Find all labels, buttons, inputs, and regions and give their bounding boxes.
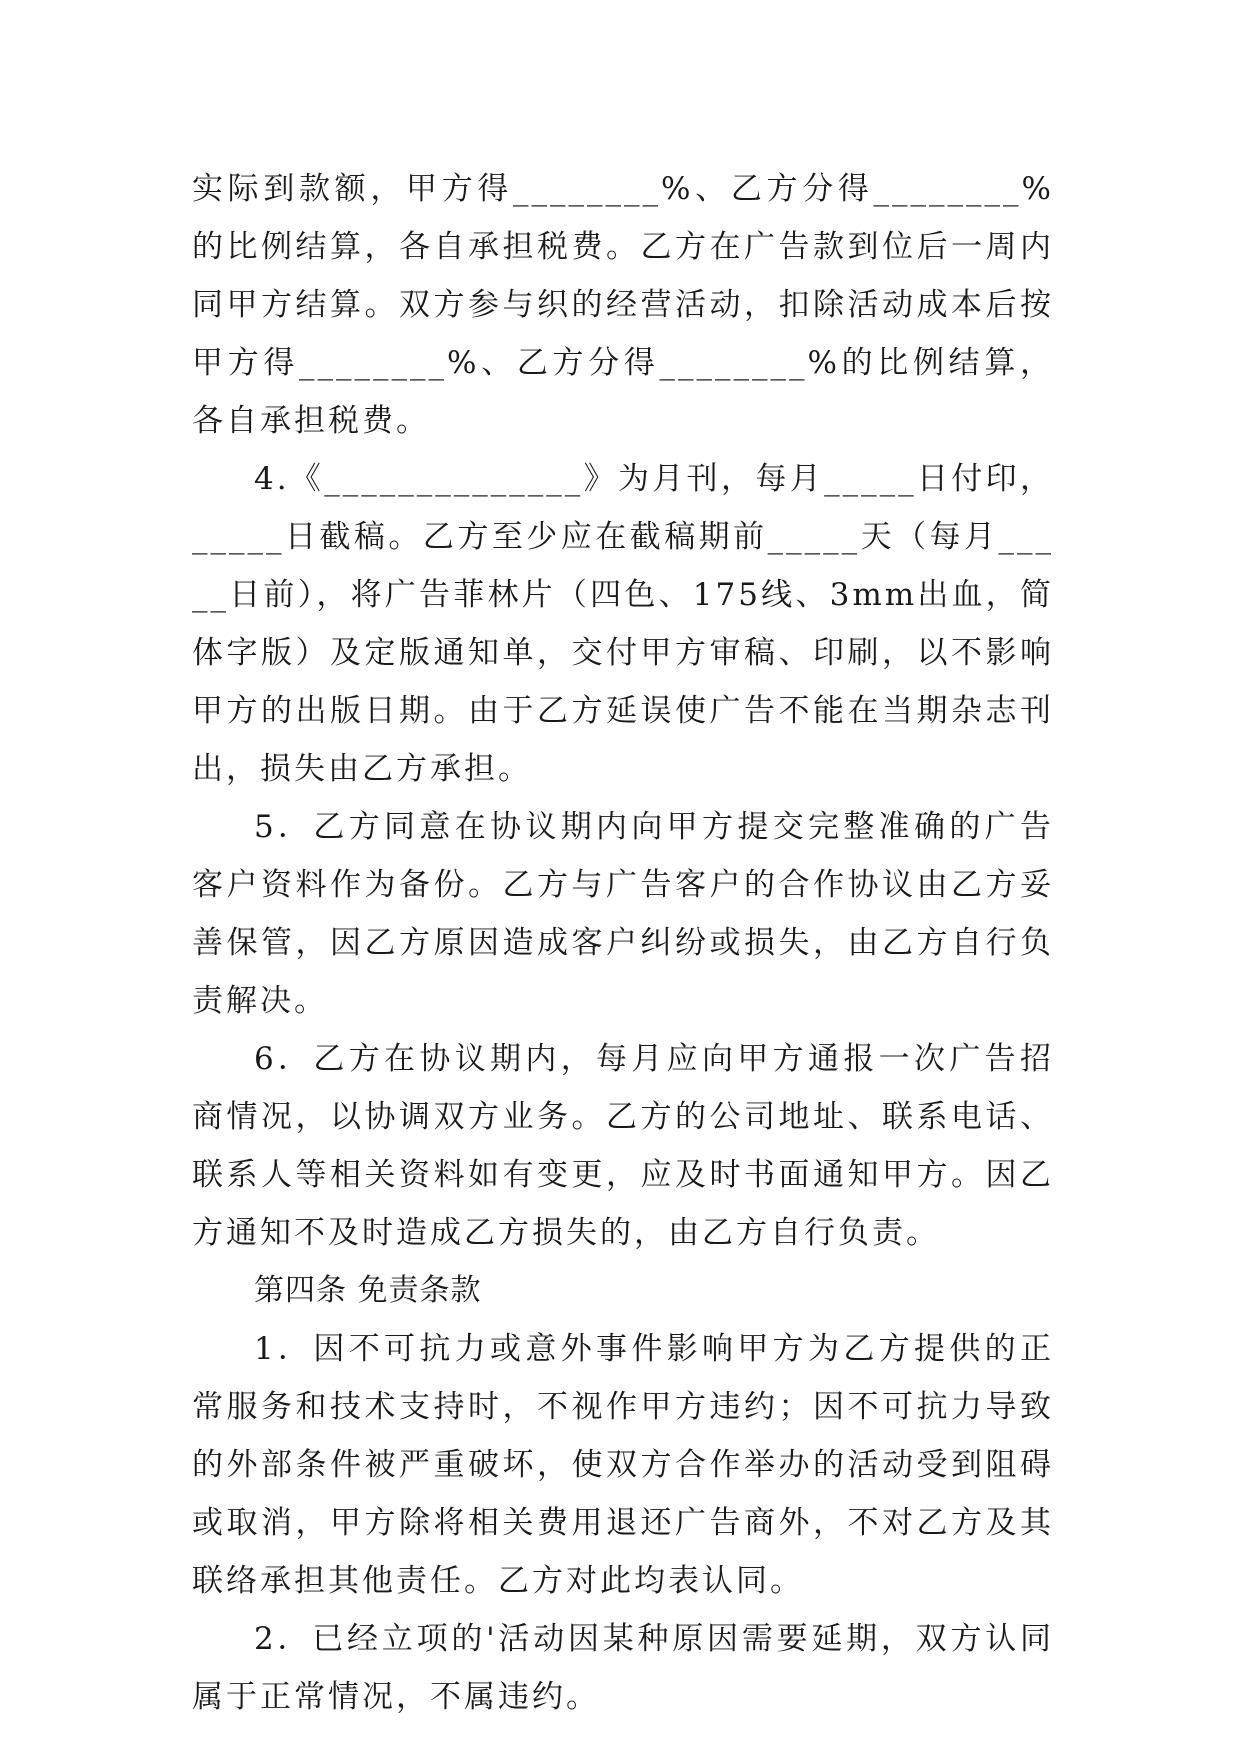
paragraph-settlement-continuation: 实际到款额，甲方得________%、乙方分得________%的比例结算，各自承担税费。乙方在广告款到位后一周内同甲方结算。双方参与织的经营活动，扣除活动成本后按甲方得________%、乙方分得________%的比例结算，各自承担税费。 xyxy=(192,171,1054,439)
paragraph-item-5-client-records: 5．乙方同意在协议期内向甲方提交完整准确的广告客户资料作为备份。乙方与广告客户的合作协议由乙方妥善保管，因乙方原因造成客户纠纷或损失，由乙方自行负责解决。 xyxy=(192,809,1054,1019)
paragraph-exemption-1-force-majeure: 1．因不可抗力或意外事件影响甲方为乙方提供的正常服务和技术支持时，不视作甲方违约；因不可抗力导致的外部条件被严重破坏，使双方合作举办的活动受到阻碍或取消，甲方除将相关费用退还广告商外，不对乙方及其联络承担其他责任。乙方对此均表认同。 xyxy=(192,1331,1054,1599)
section-heading-exemption: 第四条 免责条款 xyxy=(254,1273,482,1308)
paragraph-item-4-print-schedule: 4.《______________》为月刊，每月_____日付印，_____日截稿。乙方至少应在截稿期前_____天（每月_____日前），将广告菲林片（四色、175线、3mm出血，简体字版）及定版通知单，交付甲方审稿、印刷，以不影响甲方的出版日期。由于乙方延误使广告不能在当期杂志刊出，损失由乙方承担。 xyxy=(192,461,1054,787)
document-body xyxy=(192,160,1054,1726)
paragraph-exemption-2-postponement: 2．已经立项的'活动因某种原因需要延期，双方认同属于正常情况，不属违约。 xyxy=(192,1621,1054,1715)
paragraph-item-6-monthly-report: 6．乙方在协议期内，每月应向甲方通报一次广告招商情况，以协调双方业务。乙方的公司地址、联系电话、联系人等相关资料如有变更，应及时书面通知甲方。因乙方通知不及时造成乙方损失的，由乙方自行负责。 xyxy=(192,1041,1054,1251)
